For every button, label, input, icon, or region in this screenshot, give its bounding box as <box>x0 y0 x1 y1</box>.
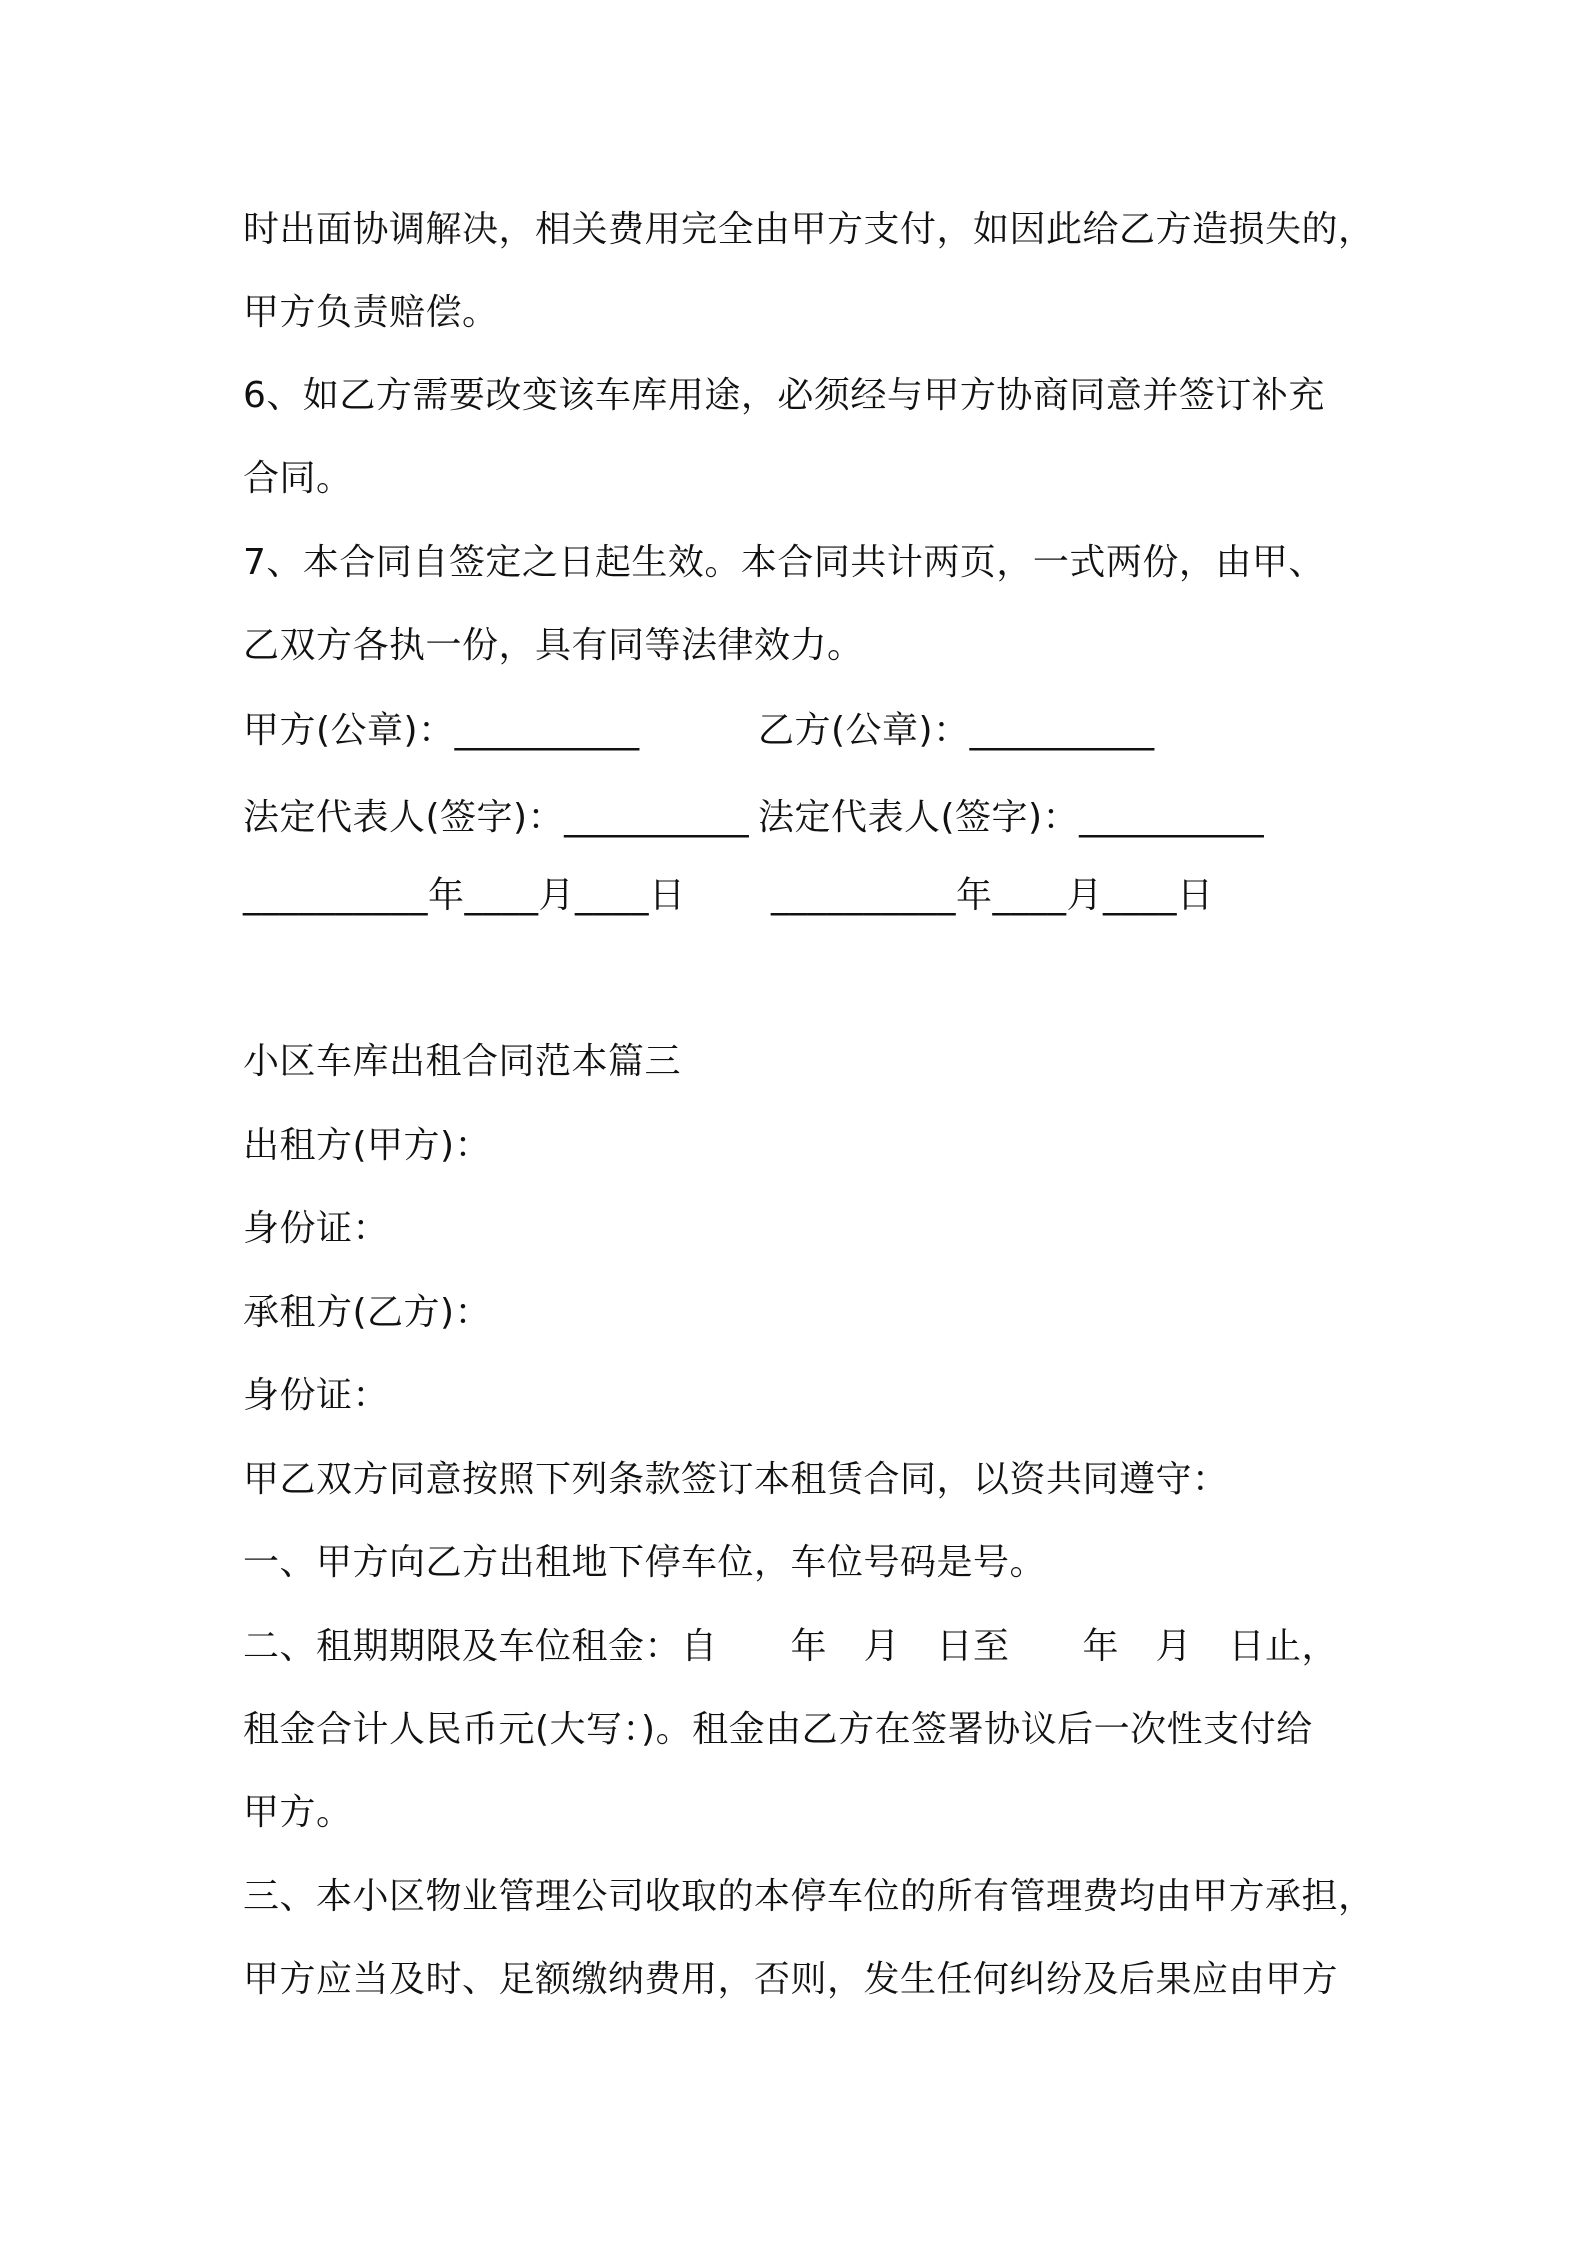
party-b-date-field: __________年____月____日 <box>771 875 1214 916</box>
lessee-id-field: 身份证： <box>243 1375 390 1416</box>
text-line: 乙双方各执一份，具有同等法律效力。 <box>243 625 864 666</box>
clause-3-line-1: 三、本小区物业管理公司收取的本停车位的所有管理费均由甲方承担， <box>243 1876 1375 1917</box>
lessor-id-field: 身份证： <box>243 1208 390 1249</box>
clause-1: 一、甲方向乙方出租地下停车位，车位号码是号。 <box>243 1542 1047 1583</box>
text-line: 7、本合同自签定之日起生效。本合同共计两页，一式两份，由甲、 <box>243 542 1325 583</box>
lessee-field: 承租方(乙方)： <box>243 1292 492 1333</box>
party-b-seal-field: 乙方(公章)：__________ <box>758 710 1155 751</box>
lessor-field: 出租方(甲方)： <box>243 1125 492 1166</box>
clause-3-line-2: 甲方应当及时、足额缴纳费用，否则，发生任何纠纷及后果应由甲方 <box>243 1959 1339 2000</box>
party-a-seal-field: 甲方(公章)：__________ <box>243 710 640 751</box>
intro-paragraph: 甲乙双方同意按照下列条款签订本租赁合同，以资共同遵守： <box>243 1459 1229 1500</box>
section-title: 小区车库出租合同范本篇三 <box>243 1041 682 1082</box>
clause-2-line-1: 二、租期期限及车位租金：自 年 月 日至 年 月 日止， <box>243 1626 1339 1667</box>
clause-2-line-3: 甲方。 <box>243 1792 353 1833</box>
text-line: 时出面协调解决，相关费用完全由甲方支付，如因此给乙方造损失的， <box>243 209 1375 250</box>
party-a-date-field: __________年____月____日 <box>243 875 686 916</box>
clause-2-line-2: 租金合计人民币元(大写：)。租金由乙方在签署协议后一次性支付给 <box>243 1709 1313 1750</box>
text-line: 合同。 <box>243 458 353 499</box>
text-line: 甲方负责赔偿。 <box>243 292 499 333</box>
party-b-representative-field: 法定代表人(签字)：__________ <box>758 797 1265 838</box>
party-a-representative-field: 法定代表人(签字)：__________ <box>243 797 750 838</box>
text-line: 6、如乙方需要改变该车库用途，必须经与甲方协商同意并签订补充 <box>243 375 1325 416</box>
